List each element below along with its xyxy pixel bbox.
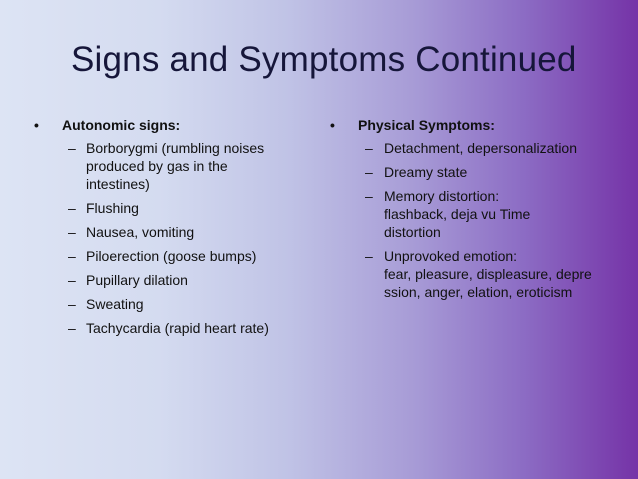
item-line: Sweating xyxy=(86,296,144,312)
bullet: • xyxy=(330,117,335,133)
list-item xyxy=(34,319,324,337)
dash: – xyxy=(68,200,76,216)
dash: – xyxy=(68,248,76,264)
autonomic-signs-list xyxy=(34,139,324,337)
heading-text: Autonomic signs: xyxy=(62,117,181,133)
item-line: produced by gas in the xyxy=(86,158,228,174)
item-line: intestines) xyxy=(86,176,150,192)
item-line: Nausea, vomiting xyxy=(86,224,195,240)
item-line: Dreamy state xyxy=(384,164,468,180)
list-item xyxy=(34,247,324,265)
list-item xyxy=(34,139,324,193)
list-item xyxy=(34,295,324,313)
list-item xyxy=(330,163,615,181)
dash: – xyxy=(68,296,76,312)
item-line: Detachment, depersonalization xyxy=(384,140,578,156)
dash: – xyxy=(365,164,373,180)
item-line: Unprovoked emotion: xyxy=(384,248,518,264)
dash: – xyxy=(365,140,373,156)
right-column xyxy=(330,116,615,307)
list-item xyxy=(34,271,324,289)
dash: – xyxy=(68,224,76,240)
physical-symptoms-heading xyxy=(330,116,615,134)
item-line: Flushing xyxy=(86,200,139,216)
item-line: Piloerection (goose bumps) xyxy=(86,248,257,264)
dash: – xyxy=(68,140,76,156)
dash: – xyxy=(365,248,373,264)
list-item xyxy=(34,223,324,241)
item-line: distortion xyxy=(384,224,441,240)
list-item xyxy=(34,199,324,217)
list-item xyxy=(330,139,615,157)
item-line: ssion, anger, elation, eroticism xyxy=(384,284,573,300)
autonomic-signs-heading xyxy=(34,116,324,134)
item-line: Pupillary dilation xyxy=(86,272,188,288)
slide-title: Signs and Symptoms Continued xyxy=(71,40,577,79)
heading-text: Physical Symptoms: xyxy=(358,117,495,133)
item-line: Borborygmi (rumbling noises xyxy=(86,140,265,156)
list-item xyxy=(330,247,615,301)
dash: – xyxy=(365,188,373,204)
dash: – xyxy=(68,320,76,336)
left-column xyxy=(34,116,324,343)
item-line: Tachycardia (rapid heart rate) xyxy=(86,320,269,336)
bullet: • xyxy=(34,117,39,133)
item-line: flashback, deja vu Time xyxy=(384,206,531,222)
physical-symptoms-list xyxy=(330,139,615,301)
list-item xyxy=(330,187,615,241)
dash: – xyxy=(68,272,76,288)
item-line: Memory distortion: xyxy=(384,188,500,204)
item-line: fear, pleasure, displeasure, depre xyxy=(384,266,592,282)
